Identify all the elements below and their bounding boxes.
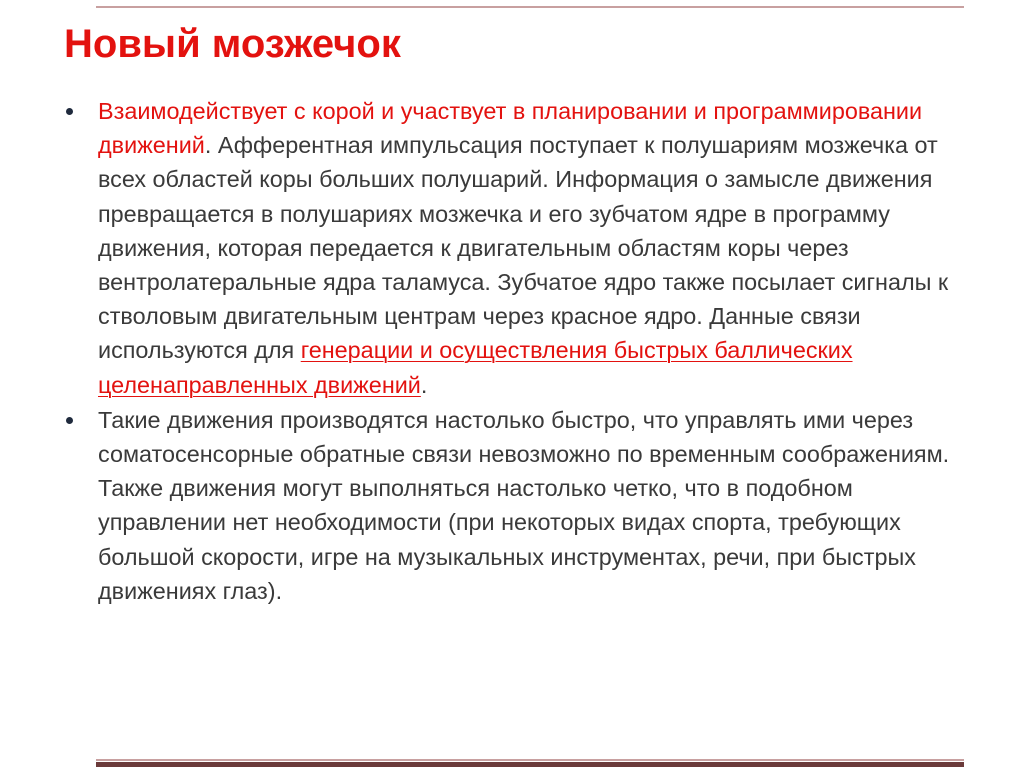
- bullet-1-end: .: [420, 371, 428, 398]
- bullet-item-2: [66, 403, 971, 608]
- bullet-1-highlight: Взаимодействует с корой и участвует в планировании и программировании движений: [98, 98, 923, 159]
- slide-title: Новый мозжечок: [64, 22, 401, 66]
- bullet-1-text: . Афферентная импульсация поступает к полушариям мозжечка от всех областей коры больших полушарий. Информация о замысле движения превращается в полушариях мозжечка и его зубчатом ядре в программу движения, которая передается к двигательным областям коры через вентролатеральные ядра таламуса. Зубчатое ядро также посылает сигналы к стволовым двигательным центрам через красное ядро. Данные связи используются для: [98, 132, 949, 364]
- bullet-list: [66, 94, 971, 608]
- bottom-bar: [96, 762, 964, 767]
- bullet-dot-icon: [66, 417, 73, 424]
- bullet-dot-icon: [66, 108, 73, 115]
- bottom-divider: [96, 759, 964, 761]
- bullet-item-1: [66, 94, 971, 402]
- bullet-1-link[interactable]: генерации и осуществления быстрых баллических целенаправленных движений: [98, 337, 853, 398]
- top-divider: [96, 6, 964, 8]
- bullet-2-text: Такие движения производятся настолько быстро, что управлять ими через соматосенсорные обратные связи невозможно по временным соображениям. Также движения могут выполняться настолько четко, что в подобном управлении нет необходимости (при некоторых видах спорта, требующих большой скорости, игре на музыкальных инструментах, речи, при быстрых движениях глаз).: [98, 406, 950, 604]
